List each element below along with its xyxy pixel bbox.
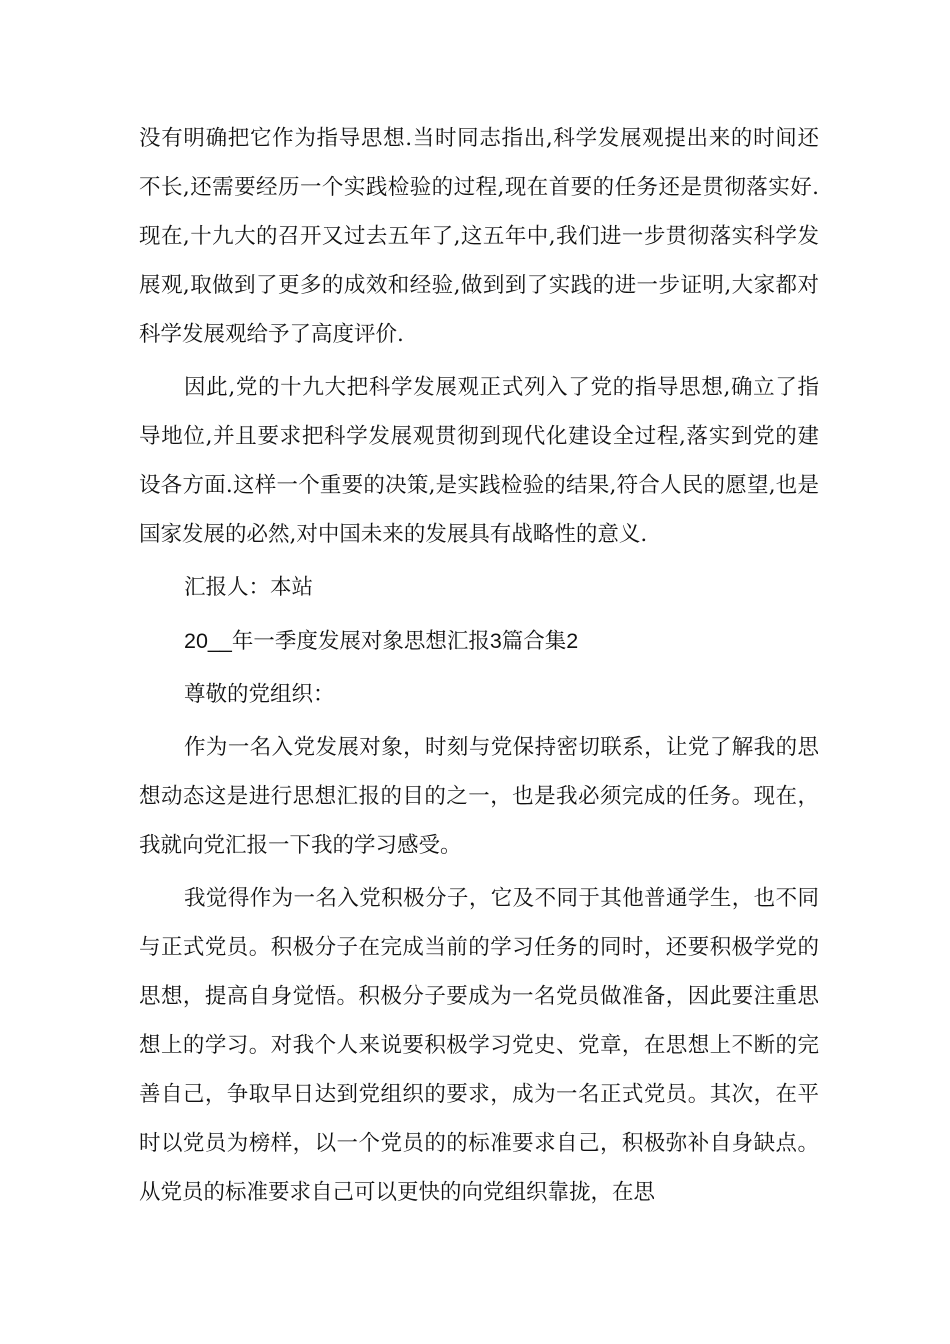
paragraph-1: 没有明确把它作为指导思想.当时同志指出,科学发展观提出来的时间还不长,还需要经历一个实践检验的过程,现在首要的任务还是贯彻落实好.现在,十九大的召开又过去五年了,这五年中,我们进一步贯彻落实科学发展观,取做到了更多的成效和经验,做到到了实践的进一步证明,大家都对科学发展观给予了高度评价. [139,126,819,347]
paragraph-3: 作为一名入党发展对象，时刻与党保持密切联系，让党了解我的思想动态这是进行思想汇报的目的之一，也是我必须完成的任务。现在，我就向党汇报一下我的学习感受。 [139,735,819,858]
salutation: 尊敬的党组织： [184,682,335,707]
section-title: 20__年一季度发展对象思想汇报3篇合集2 [184,629,579,653]
reporter-line: 汇报人：本站 [184,575,314,600]
paragraph-2: 因此,党的十九大把科学发展观正式列入了党的指导思想,确立了指导地位,并且要求把科学发展观贯彻到现代化建设全过程,落实到党的建设各方面.这样一个重要的决策,是实践检验的结果,符合人民的愿望,也是国家发展的必然,对中国未来的发展具有战略性的意义. [139,375,819,547]
document-body [139,114,819,1217]
paragraph-4: 我觉得作为一名入党积极分子，它及不同于其他普通学生，也不同与正式党员。积极分子在完成当前的学习任务的同时，还要积极学党的思想，提高自身觉悟。积极分子要成为一名党员做准备，因此要注重思想上的学习。对我个人来说要积极学习党史、党章，在思想上不断的完善自己，争取早日达到党组织的要求，成为一名正式党员。其次，在平时以党员为榜样，以一个党员的的标准要求自己，积极弥补自身缺点。从党员的标准要求自己可以更快的向党组织靠拢，在思 [139,886,819,1205]
